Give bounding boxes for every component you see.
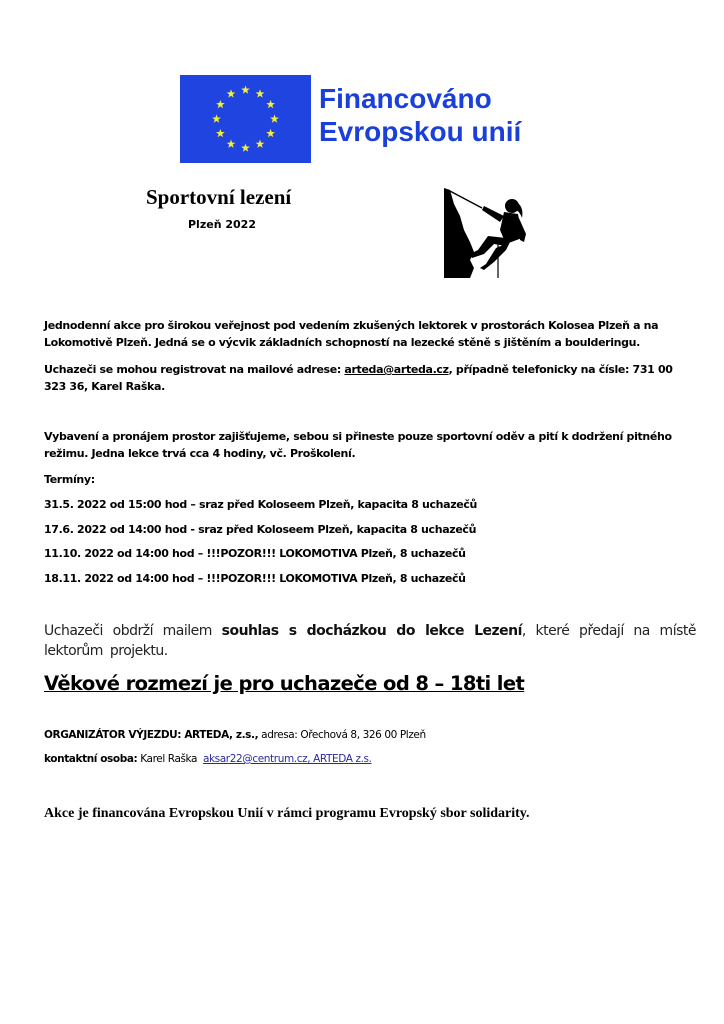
star-icon [266, 100, 275, 108]
star-icon [216, 100, 225, 108]
organizer-address: adresa: Ořechová 8, 326 00 Plzeň [258, 729, 426, 741]
star-icon [256, 140, 265, 148]
registration-paragraph [44, 361, 684, 395]
contact-label: kontaktní osoba: [44, 753, 138, 765]
page-subtitle: Plzeň 2022 [188, 218, 256, 231]
date-item: 31.5. 2022 od 15:00 hod – sraz před Koloseem Plzeň, kapacita 8 uchazečů [44, 498, 478, 511]
age-range-heading: Věkové rozmezí je pro uchazeče od 8 – 18ti let [44, 672, 525, 695]
equipment-line: Vybavení a pronájem prostor zajišťujeme, sebou si přineste pouze sportovní oděv a pití k dodržení pitného [44, 430, 672, 443]
star-icon [241, 85, 250, 93]
intro-paragraph [44, 317, 684, 351]
star-icon [227, 140, 236, 148]
consent-text: Uchazeči obdrží mailem [44, 623, 222, 639]
page-title: Sportovní lezení [146, 185, 292, 209]
equipment-paragraph [44, 428, 684, 462]
contact-name: Karel Raška [137, 753, 203, 765]
eu-flag-icon [180, 75, 311, 163]
dates-list [44, 496, 684, 594]
star-icon [256, 89, 265, 97]
funding-note: Akce je financována Evropskou Unií v rámci programu Evropský sbor solidarity. [44, 806, 530, 821]
terms-label: Termíny: [44, 473, 95, 486]
funding-title-line2: Evropskou unií [319, 116, 522, 147]
date-item: 17.6. 2022 od 14:00 hod - sraz před Koloseem Plzeň, kapacita 8 uchazečů [44, 522, 477, 536]
consent-text-end: , které předají na místě lektorům projektu. [44, 623, 696, 659]
consent-paragraph [44, 621, 696, 661]
registration-phone-text: , případně telefonicky na čísle: 731 00 [448, 363, 673, 376]
eu-stars [180, 75, 311, 163]
registration-contact: 323 36, Karel Raška. [44, 380, 165, 393]
contact-line [44, 753, 372, 765]
intro-line: Lokomotivě Plzeň. Jedná se o výcvik základních schopností na lezecké stěně s jištěním a boulderingu. [44, 336, 640, 349]
date-item: 11.10. 2022 od 14:00 hod – !!!POZOR!!! LOKOMOTIVA Plzeň, 8 uchazečů [44, 547, 466, 560]
registration-text: Uchazeči se mohou registrovat na mailové adrese: [44, 363, 345, 376]
rock-climber-icon [440, 186, 530, 278]
date-item: 18.11. 2022 od 14:00 hod – !!!POZOR!!! LOKOMOTIVA Plzeň, 8 uchazečů [44, 571, 466, 585]
equipment-line: režimu. Jedna lekce trvá cca 4 hodiny, vč. Proškolení. [44, 447, 356, 460]
star-icon [241, 143, 250, 151]
consent-bold-text: souhlas s docházkou do lekce Lezení [221, 623, 522, 639]
intro-line: Jednodenní akce pro širokou veřejnost pod vedením zkušených lektorek v prostorách Kolosea Plzeň a na [44, 319, 659, 332]
contact-email-link[interactable]: aksar22@centrum.cz, ARTEDA z.s. [202, 753, 372, 765]
star-icon [266, 129, 275, 137]
star-icon [227, 89, 236, 97]
organizer-label: ORGANIZÁTOR VÝJEZDU: ARTEDA, z.s., [44, 729, 259, 741]
star-icon [216, 129, 225, 137]
star-icon [270, 114, 279, 122]
organizer-line [44, 729, 426, 741]
registration-email-link[interactable]: arteda@arteda.cz [344, 363, 449, 376]
star-icon [212, 114, 221, 122]
funding-title-line1: Financováno [319, 83, 492, 114]
